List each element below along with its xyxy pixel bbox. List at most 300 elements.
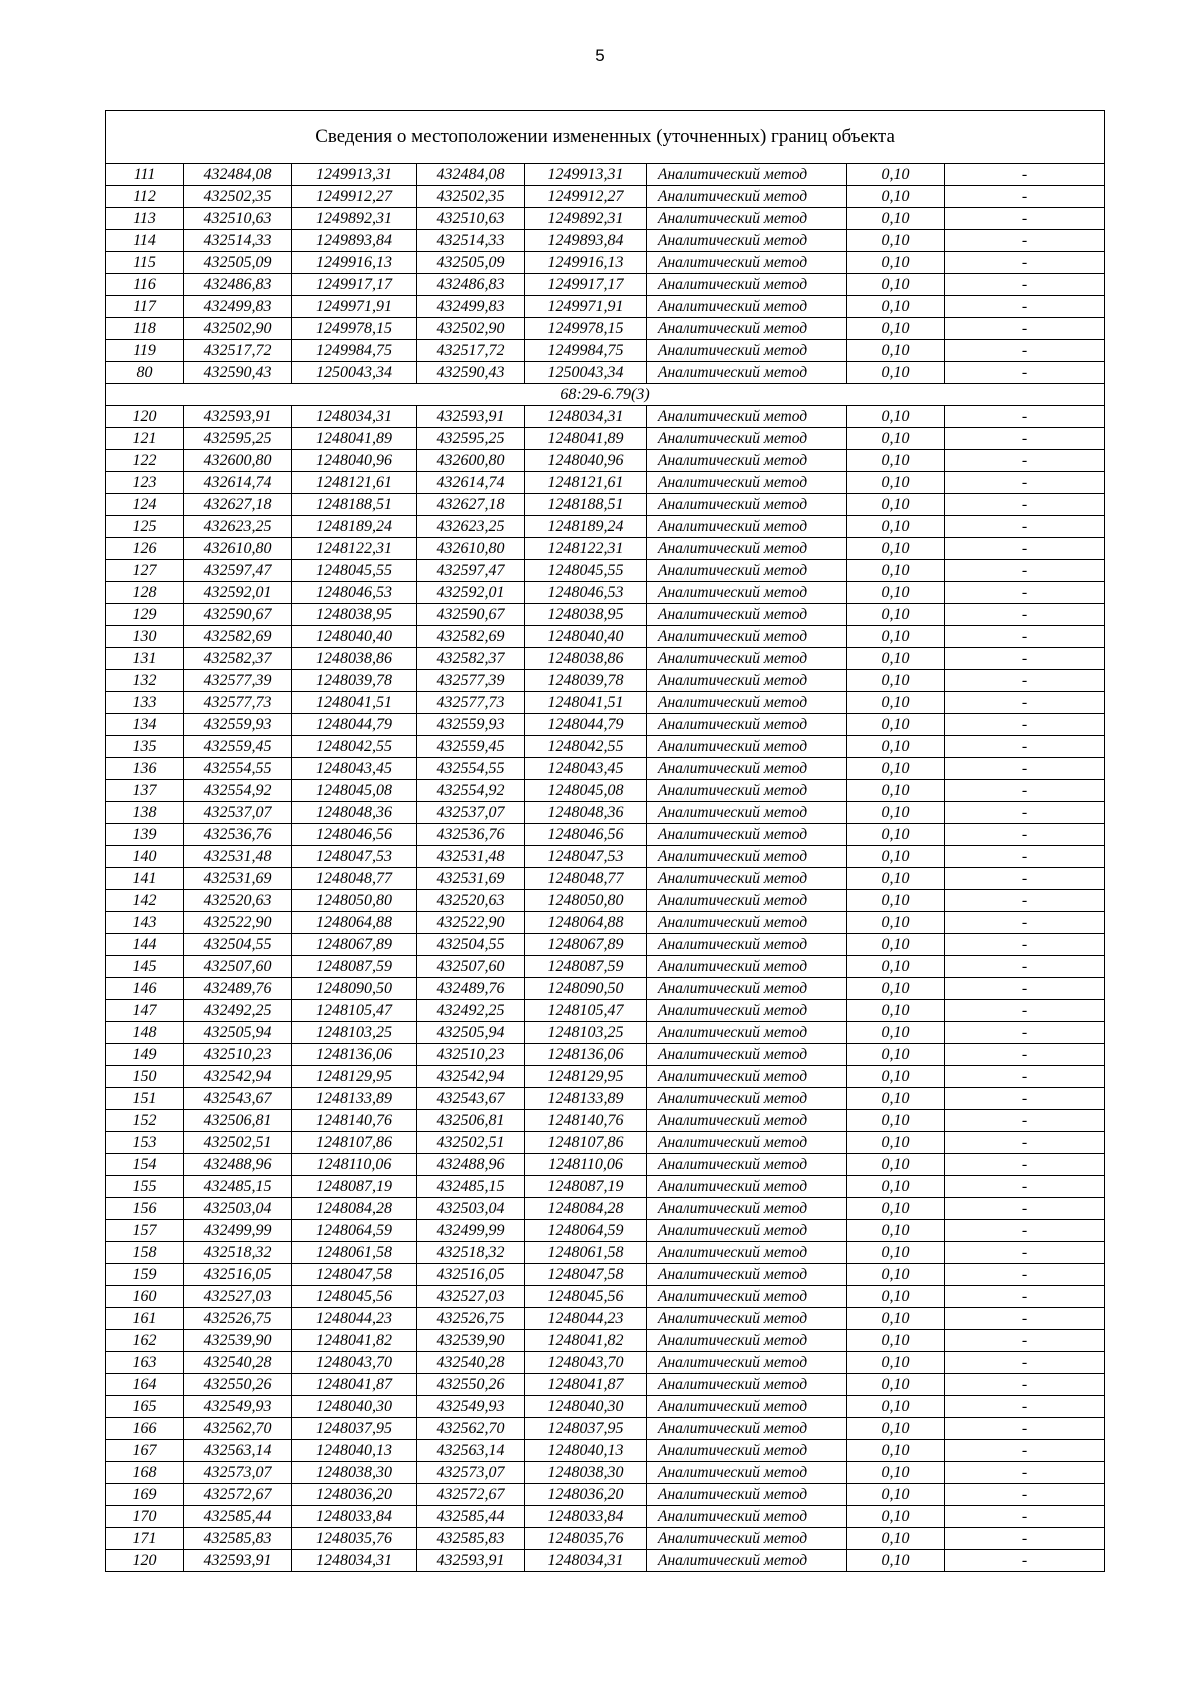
method-cell: Аналитический метод [647, 934, 847, 956]
x-old-cell: 432489,76 [184, 978, 292, 1000]
point-number-cell: 147 [106, 1000, 184, 1022]
x-new-cell: 432559,93 [417, 714, 525, 736]
description-cell: - [945, 758, 1105, 780]
point-number-cell: 126 [106, 538, 184, 560]
method-cell: Аналитический метод [647, 1198, 847, 1220]
x-old-cell: 432610,80 [184, 538, 292, 560]
x-new-cell: 432623,25 [417, 516, 525, 538]
point-number-cell: 151 [106, 1088, 184, 1110]
x-new-cell: 432506,81 [417, 1110, 525, 1132]
y-old-cell: 1249978,15 [292, 318, 417, 340]
accuracy-cell: 0,10 [847, 494, 945, 516]
y-old-cell: 1248105,47 [292, 1000, 417, 1022]
boundary-coordinates-table [105, 110, 1105, 1572]
accuracy-cell: 0,10 [847, 1374, 945, 1396]
x-old-cell: 432527,03 [184, 1286, 292, 1308]
x-old-cell: 432526,75 [184, 1308, 292, 1330]
method-cell: Аналитический метод [647, 1220, 847, 1242]
table-row [106, 406, 1105, 428]
point-number-cell: 113 [106, 208, 184, 230]
point-number-cell: 155 [106, 1176, 184, 1198]
x-old-cell: 432573,07 [184, 1462, 292, 1484]
method-cell: Аналитический метод [647, 164, 847, 186]
y-old-cell: 1248046,53 [292, 582, 417, 604]
method-cell: Аналитический метод [647, 956, 847, 978]
accuracy-cell: 0,10 [847, 1176, 945, 1198]
point-number-cell: 115 [106, 252, 184, 274]
y-old-cell: 1249912,27 [292, 186, 417, 208]
x-old-cell: 432510,23 [184, 1044, 292, 1066]
table-row [106, 186, 1105, 208]
y-old-cell: 1249913,31 [292, 164, 417, 186]
accuracy-cell: 0,10 [847, 560, 945, 582]
x-new-cell: 432516,05 [417, 1264, 525, 1286]
x-old-cell: 432499,99 [184, 1220, 292, 1242]
point-number-cell: 114 [106, 230, 184, 252]
x-old-cell: 432537,07 [184, 802, 292, 824]
x-new-cell: 432510,23 [417, 1044, 525, 1066]
point-number-cell: 80 [106, 362, 184, 384]
x-old-cell: 432562,70 [184, 1418, 292, 1440]
y-new-cell: 1248042,55 [525, 736, 647, 758]
method-cell: Аналитический метод [647, 1330, 847, 1352]
point-number-cell: 143 [106, 912, 184, 934]
y-new-cell: 1248036,20 [525, 1484, 647, 1506]
method-cell: Аналитический метод [647, 692, 847, 714]
y-old-cell: 1248033,84 [292, 1506, 417, 1528]
y-old-cell: 1248045,08 [292, 780, 417, 802]
x-new-cell: 432600,80 [417, 450, 525, 472]
x-new-cell: 432518,32 [417, 1242, 525, 1264]
method-cell: Аналитический метод [647, 1044, 847, 1066]
accuracy-cell: 0,10 [847, 230, 945, 252]
accuracy-cell: 0,10 [847, 1550, 945, 1572]
x-old-cell: 432486,83 [184, 274, 292, 296]
accuracy-cell: 0,10 [847, 252, 945, 274]
table-row [106, 1528, 1105, 1550]
y-old-cell: 1248047,53 [292, 846, 417, 868]
method-cell: Аналитический метод [647, 1352, 847, 1374]
description-cell: - [945, 890, 1105, 912]
x-new-cell: 432504,55 [417, 934, 525, 956]
table-row [106, 318, 1105, 340]
x-new-cell: 432502,51 [417, 1132, 525, 1154]
description-cell: - [945, 1374, 1105, 1396]
method-cell: Аналитический метод [647, 1506, 847, 1528]
y-new-cell: 1248140,76 [525, 1110, 647, 1132]
description-cell: - [945, 252, 1105, 274]
point-number-cell: 146 [106, 978, 184, 1000]
point-number-cell: 136 [106, 758, 184, 780]
accuracy-cell: 0,10 [847, 1462, 945, 1484]
x-old-cell: 432572,67 [184, 1484, 292, 1506]
method-cell: Аналитический метод [647, 780, 847, 802]
x-old-cell: 432582,37 [184, 648, 292, 670]
y-old-cell: 1248040,13 [292, 1440, 417, 1462]
y-old-cell: 1248043,70 [292, 1352, 417, 1374]
method-cell: Аналитический метод [647, 340, 847, 362]
table-row [106, 714, 1105, 736]
y-old-cell: 1248061,58 [292, 1242, 417, 1264]
table-row [106, 1176, 1105, 1198]
table-row [106, 494, 1105, 516]
table-row [106, 802, 1105, 824]
x-old-cell: 432542,94 [184, 1066, 292, 1088]
method-cell: Аналитический метод [647, 1242, 847, 1264]
method-cell: Аналитический метод [647, 318, 847, 340]
x-old-cell: 432563,14 [184, 1440, 292, 1462]
table-row [106, 1418, 1105, 1440]
accuracy-cell: 0,10 [847, 824, 945, 846]
point-number-cell: 163 [106, 1352, 184, 1374]
description-cell: - [945, 472, 1105, 494]
accuracy-cell: 0,10 [847, 1198, 945, 1220]
y-new-cell: 1248047,53 [525, 846, 647, 868]
y-old-cell: 1248136,06 [292, 1044, 417, 1066]
method-cell: Аналитический метод [647, 1308, 847, 1330]
x-old-cell: 432503,04 [184, 1198, 292, 1220]
y-new-cell: 1248188,51 [525, 494, 647, 516]
table-row [106, 648, 1105, 670]
accuracy-cell: 0,10 [847, 1066, 945, 1088]
point-number-cell: 137 [106, 780, 184, 802]
x-new-cell: 432582,69 [417, 626, 525, 648]
y-old-cell: 1248043,45 [292, 758, 417, 780]
point-number-cell: 140 [106, 846, 184, 868]
accuracy-cell: 0,10 [847, 1242, 945, 1264]
x-old-cell: 432597,47 [184, 560, 292, 582]
y-old-cell: 1248044,79 [292, 714, 417, 736]
x-old-cell: 432590,43 [184, 362, 292, 384]
x-new-cell: 432554,92 [417, 780, 525, 802]
table-row [106, 450, 1105, 472]
point-number-cell: 125 [106, 516, 184, 538]
x-old-cell: 432559,93 [184, 714, 292, 736]
description-cell: - [945, 912, 1105, 934]
accuracy-cell: 0,10 [847, 648, 945, 670]
accuracy-cell: 0,10 [847, 362, 945, 384]
y-new-cell: 1248136,06 [525, 1044, 647, 1066]
x-new-cell: 432539,90 [417, 1330, 525, 1352]
point-number-cell: 128 [106, 582, 184, 604]
x-new-cell: 432549,93 [417, 1396, 525, 1418]
y-new-cell: 1249917,17 [525, 274, 647, 296]
method-cell: Аналитический метод [647, 296, 847, 318]
accuracy-cell: 0,10 [847, 208, 945, 230]
accuracy-cell: 0,10 [847, 846, 945, 868]
y-new-cell: 1248038,30 [525, 1462, 647, 1484]
y-new-cell: 1248189,24 [525, 516, 647, 538]
x-new-cell: 432517,72 [417, 340, 525, 362]
accuracy-cell: 0,10 [847, 472, 945, 494]
accuracy-cell: 0,10 [847, 802, 945, 824]
table-row [106, 1242, 1105, 1264]
method-cell: Аналитический метод [647, 890, 847, 912]
accuracy-cell: 0,10 [847, 912, 945, 934]
y-old-cell: 1248038,30 [292, 1462, 417, 1484]
description-cell: - [945, 1506, 1105, 1528]
x-old-cell: 432623,25 [184, 516, 292, 538]
accuracy-cell: 0,10 [847, 604, 945, 626]
point-number-cell: 118 [106, 318, 184, 340]
x-new-cell: 432514,33 [417, 230, 525, 252]
point-number-cell: 131 [106, 648, 184, 670]
method-cell: Аналитический метод [647, 1110, 847, 1132]
method-cell: Аналитический метод [647, 868, 847, 890]
description-cell: - [945, 1330, 1105, 1352]
y-new-cell: 1248048,36 [525, 802, 647, 824]
y-old-cell: 1249893,84 [292, 230, 417, 252]
point-number-cell: 167 [106, 1440, 184, 1462]
y-new-cell: 1248035,76 [525, 1528, 647, 1550]
x-new-cell: 432610,80 [417, 538, 525, 560]
y-new-cell: 1248047,58 [525, 1264, 647, 1286]
table-row [106, 428, 1105, 450]
point-number-cell: 161 [106, 1308, 184, 1330]
description-cell: - [945, 868, 1105, 890]
description-cell: - [945, 296, 1105, 318]
description-cell: - [945, 1396, 1105, 1418]
x-old-cell: 432554,55 [184, 758, 292, 780]
point-number-cell: 141 [106, 868, 184, 890]
method-cell: Аналитический метод [647, 846, 847, 868]
y-old-cell: 1248064,88 [292, 912, 417, 934]
point-number-cell: 119 [106, 340, 184, 362]
method-cell: Аналитический метод [647, 626, 847, 648]
x-old-cell: 432614,74 [184, 472, 292, 494]
accuracy-cell: 0,10 [847, 692, 945, 714]
description-cell: - [945, 274, 1105, 296]
x-new-cell: 432593,91 [417, 406, 525, 428]
y-old-cell: 1248107,86 [292, 1132, 417, 1154]
y-new-cell: 1248103,25 [525, 1022, 647, 1044]
y-new-cell: 1248044,23 [525, 1308, 647, 1330]
description-cell: - [945, 560, 1105, 582]
method-cell: Аналитический метод [647, 648, 847, 670]
x-old-cell: 432540,28 [184, 1352, 292, 1374]
x-new-cell: 432520,63 [417, 890, 525, 912]
method-cell: Аналитический метод [647, 1154, 847, 1176]
table-row [106, 1264, 1105, 1286]
table-row [106, 1374, 1105, 1396]
table-row [106, 1066, 1105, 1088]
method-cell: Аналитический метод [647, 802, 847, 824]
description-cell: - [945, 1286, 1105, 1308]
x-new-cell: 432505,94 [417, 1022, 525, 1044]
x-old-cell: 432504,55 [184, 934, 292, 956]
method-cell: Аналитический метод [647, 1132, 847, 1154]
x-old-cell: 432499,83 [184, 296, 292, 318]
method-cell: Аналитический метод [647, 1462, 847, 1484]
x-new-cell: 432522,90 [417, 912, 525, 934]
x-new-cell: 432531,48 [417, 846, 525, 868]
x-new-cell: 432536,76 [417, 824, 525, 846]
y-new-cell: 1248040,96 [525, 450, 647, 472]
y-old-cell: 1248035,76 [292, 1528, 417, 1550]
y-old-cell: 1248046,56 [292, 824, 417, 846]
y-new-cell: 1248040,40 [525, 626, 647, 648]
y-old-cell: 1248047,58 [292, 1264, 417, 1286]
table-row [106, 1022, 1105, 1044]
x-old-cell: 432514,33 [184, 230, 292, 252]
description-cell: - [945, 494, 1105, 516]
x-new-cell: 432573,07 [417, 1462, 525, 1484]
method-cell: Аналитический метод [647, 1440, 847, 1462]
description-cell: - [945, 802, 1105, 824]
x-old-cell: 432536,76 [184, 824, 292, 846]
y-old-cell: 1248067,89 [292, 934, 417, 956]
x-old-cell: 432593,91 [184, 1550, 292, 1572]
point-number-cell: 116 [106, 274, 184, 296]
y-old-cell: 1248041,87 [292, 1374, 417, 1396]
y-old-cell: 1248087,59 [292, 956, 417, 978]
x-old-cell: 432600,80 [184, 450, 292, 472]
description-cell: - [945, 714, 1105, 736]
x-new-cell: 432499,99 [417, 1220, 525, 1242]
description-cell: - [945, 1066, 1105, 1088]
point-number-cell: 152 [106, 1110, 184, 1132]
description-cell: - [945, 780, 1105, 802]
x-new-cell: 432503,04 [417, 1198, 525, 1220]
point-number-cell: 117 [106, 296, 184, 318]
accuracy-cell: 0,10 [847, 1330, 945, 1352]
y-new-cell: 1248050,80 [525, 890, 647, 912]
y-old-cell: 1250043,34 [292, 362, 417, 384]
page-number: 5 [595, 46, 605, 65]
x-new-cell: 432585,83 [417, 1528, 525, 1550]
description-cell: - [945, 516, 1105, 538]
description-cell: - [945, 406, 1105, 428]
point-number-cell: 159 [106, 1264, 184, 1286]
section-label: 68:29-6.79(3) [106, 384, 1105, 406]
table-row [106, 472, 1105, 494]
accuracy-cell: 0,10 [847, 978, 945, 1000]
section-row [106, 384, 1105, 406]
description-cell: - [945, 362, 1105, 384]
point-number-cell: 158 [106, 1242, 184, 1264]
x-old-cell: 432505,09 [184, 252, 292, 274]
point-number-cell: 127 [106, 560, 184, 582]
y-old-cell: 1248064,59 [292, 1220, 417, 1242]
x-new-cell: 432484,08 [417, 164, 525, 186]
accuracy-cell: 0,10 [847, 934, 945, 956]
description-cell: - [945, 582, 1105, 604]
description-cell: - [945, 736, 1105, 758]
description-cell: - [945, 1264, 1105, 1286]
y-old-cell: 1248122,31 [292, 538, 417, 560]
accuracy-cell: 0,10 [847, 516, 945, 538]
x-old-cell: 432517,72 [184, 340, 292, 362]
x-old-cell: 432488,96 [184, 1154, 292, 1176]
table-row [106, 538, 1105, 560]
accuracy-cell: 0,10 [847, 758, 945, 780]
method-cell: Аналитический метод [647, 1286, 847, 1308]
table-row [106, 164, 1105, 186]
table-row [106, 1286, 1105, 1308]
table-title: Сведения о местоположении измененных (уточненных) границ объекта [106, 111, 1105, 164]
x-new-cell: 432563,14 [417, 1440, 525, 1462]
y-new-cell: 1248084,28 [525, 1198, 647, 1220]
x-old-cell: 432531,69 [184, 868, 292, 890]
accuracy-cell: 0,10 [847, 1506, 945, 1528]
table-row [106, 252, 1105, 274]
description-cell: - [945, 1132, 1105, 1154]
point-number-cell: 129 [106, 604, 184, 626]
accuracy-cell: 0,10 [847, 428, 945, 450]
table-row [106, 956, 1105, 978]
x-new-cell: 432507,60 [417, 956, 525, 978]
method-cell: Аналитический метод [647, 824, 847, 846]
table-row [106, 868, 1105, 890]
y-new-cell: 1248041,89 [525, 428, 647, 450]
description-cell: - [945, 1000, 1105, 1022]
method-cell: Аналитический метод [647, 494, 847, 516]
x-new-cell: 432502,90 [417, 318, 525, 340]
y-new-cell: 1248064,88 [525, 912, 647, 934]
x-new-cell: 432542,94 [417, 1066, 525, 1088]
y-old-cell: 1248044,23 [292, 1308, 417, 1330]
y-new-cell: 1248105,47 [525, 1000, 647, 1022]
method-cell: Аналитический метод [647, 362, 847, 384]
accuracy-cell: 0,10 [847, 186, 945, 208]
y-new-cell: 1248034,31 [525, 1550, 647, 1572]
description-cell: - [945, 604, 1105, 626]
method-cell: Аналитический метод [647, 1550, 847, 1572]
x-new-cell: 432527,03 [417, 1286, 525, 1308]
x-new-cell: 432585,44 [417, 1506, 525, 1528]
table-row [106, 1000, 1105, 1022]
x-new-cell: 432627,18 [417, 494, 525, 516]
description-cell: - [945, 1220, 1105, 1242]
x-old-cell: 432505,94 [184, 1022, 292, 1044]
accuracy-cell: 0,10 [847, 296, 945, 318]
y-old-cell: 1248048,77 [292, 868, 417, 890]
accuracy-cell: 0,10 [847, 164, 945, 186]
point-number-cell: 122 [106, 450, 184, 472]
accuracy-cell: 0,10 [847, 1308, 945, 1330]
y-old-cell: 1249917,17 [292, 274, 417, 296]
y-old-cell: 1248188,51 [292, 494, 417, 516]
x-old-cell: 432585,83 [184, 1528, 292, 1550]
x-old-cell: 432502,35 [184, 186, 292, 208]
x-new-cell: 432592,01 [417, 582, 525, 604]
table-row [106, 1044, 1105, 1066]
x-new-cell: 432537,07 [417, 802, 525, 824]
table-row [106, 582, 1105, 604]
description-cell: - [945, 1528, 1105, 1550]
x-new-cell: 432531,69 [417, 868, 525, 890]
table-row [106, 1550, 1105, 1572]
point-number-cell: 139 [106, 824, 184, 846]
y-new-cell: 1248037,95 [525, 1418, 647, 1440]
y-old-cell: 1248087,19 [292, 1176, 417, 1198]
y-old-cell: 1248121,61 [292, 472, 417, 494]
method-cell: Аналитический метод [647, 428, 847, 450]
table-row [106, 626, 1105, 648]
table-row [106, 1088, 1105, 1110]
x-new-cell: 432492,25 [417, 1000, 525, 1022]
method-cell: Аналитический метод [647, 582, 847, 604]
accuracy-cell: 0,10 [847, 318, 945, 340]
y-new-cell: 1248041,51 [525, 692, 647, 714]
accuracy-cell: 0,10 [847, 714, 945, 736]
point-number-cell: 149 [106, 1044, 184, 1066]
description-cell: - [945, 1022, 1105, 1044]
x-old-cell: 432543,67 [184, 1088, 292, 1110]
y-old-cell: 1248038,86 [292, 648, 417, 670]
y-new-cell: 1248038,95 [525, 604, 647, 626]
y-old-cell: 1248034,31 [292, 1550, 417, 1572]
